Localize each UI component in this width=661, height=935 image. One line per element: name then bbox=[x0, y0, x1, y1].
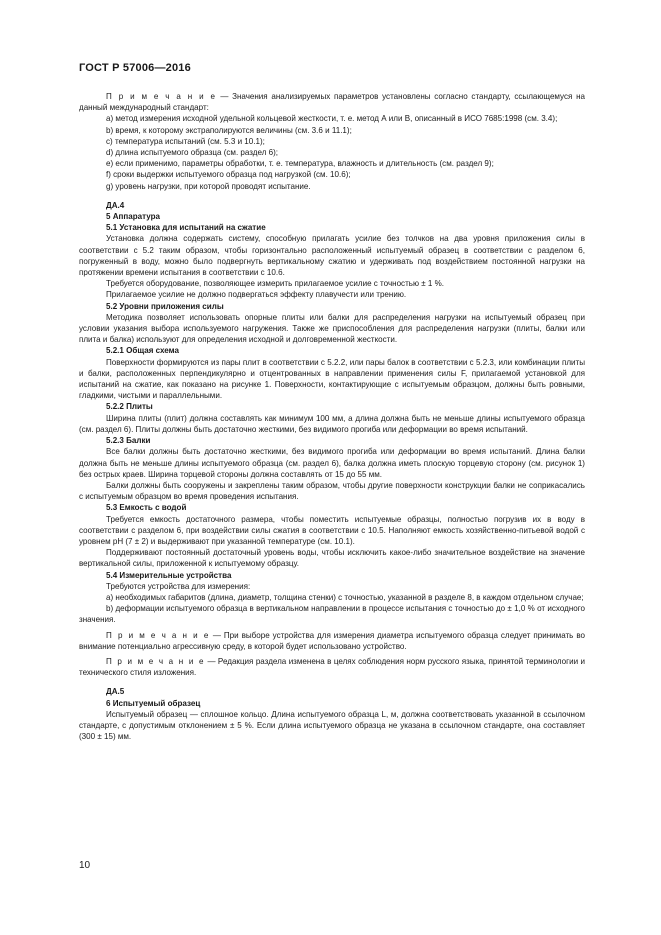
note-item-a: a) метод измерения исходной удельной кольцевой жесткости, т. е. метод А или В, описанный в ИСО 7685:1998 (см. 3.4); bbox=[106, 114, 558, 124]
note-label: П р и м е ч а н и е bbox=[106, 656, 206, 666]
note-1 bbox=[79, 91, 585, 113]
page-content bbox=[79, 91, 585, 742]
section-5-1-para-1: Установка должна содержать систему, способную прилагать усилие без толчков на два уровня приложения силы в соответствии с 5.2 таким образом, чтобы горизонтально расположенный испытуемый образец в соответствии с разделом 6, погруженный в воду, можно было подвергнуть вертикальному сжатию и удерживать под воздействием постоянной нагрузки на протяжении времени испытания в соответствии с 10.6. bbox=[79, 234, 585, 278]
section-5-title: 5 Аппаратура bbox=[106, 212, 161, 222]
note-text: — При выборе устройства для измерения диаметра испытуемого образца следует принимать во внимание потенциально агрессивную среду, в которой будет использовано устройство. bbox=[79, 630, 585, 651]
page-number: 10 bbox=[79, 860, 91, 871]
section-5-2-3-para-1: Все балки должны быть достаточно жесткими, без видимого прогиба или деформации во время испытаний. Длина балки должна быть не меньше длины испытуемого образца (см. раздел 6), балка должна иметь плоскую торцевую сторону (см. рисунок 1) без острых краев. Ширина торцевой стороны должна составлять от 15 до 55 мм. bbox=[79, 447, 585, 479]
section-5-3-para-2: Поддерживают постоянный достаточный уровень воды, чтобы исключить какое-либо значительное воздействие на значение вертикальной силы, приложенной к испытуемому образцу. bbox=[79, 548, 585, 569]
section-5-1-para-2: Требуется оборудование, позволяющее измерить прилагаемое усилие с точностью ± 1 %. bbox=[106, 279, 444, 289]
section-5-1-title: 5.1 Установка для испытаний на сжатие bbox=[106, 223, 266, 233]
note-text: — Редакция раздела изменена в целях соблюдения норм русского языка, принятой терминологии и технического стиля изложения. bbox=[79, 656, 585, 678]
section-5-2-3-para-2: Балки должны быть сооружены и закреплены таким образом, чтобы другие поверхности конструкции балки не соприкасались с испытуемым образцом во время проведения испытания. bbox=[79, 480, 585, 502]
note-item-f: f) сроки выдержки испытуемого образца под нагрузкой (см. 10.6); bbox=[106, 170, 351, 180]
section-5-2-1-para-1: Поверхности формируются из пары плит в соответствии с 5.2.2, или пары балок в соответствии с 5.2.3, или комбинации плиты и балки, расположенных перпендикулярно и отцентрованных в направлении применения силы F, прилагаемой установкой для испытаний на сжатие, как показано на рисунке 1. Поверхности, контактирующие с испытуемым образцом, должны быть ровными, гладкими, чистыми и параллельными. bbox=[79, 357, 585, 401]
note-label: П р и м е ч а н и е bbox=[106, 92, 217, 101]
note-item-e: e) если применимо, параметры обработки, т. е. температура, влажность и длительность (см. раздел 9); bbox=[106, 159, 494, 169]
note-3 bbox=[79, 656, 585, 678]
section-5-4-item-b: b) деформации испытуемого образца в вертикальном направлении в процессе испытания с точностью до ± 1,0 % от исходного значения. bbox=[79, 604, 585, 625]
section-6-title: 6 Испытуемый образец bbox=[106, 698, 201, 708]
note-item-g: g) уровень нагрузки, при которой проводят испытание. bbox=[106, 181, 311, 191]
section-5-3-title: 5.3 Емкость с водой bbox=[106, 503, 187, 513]
annex-da4-id: ДА.4 bbox=[106, 200, 125, 210]
note-label: П р и м е ч а н и е bbox=[106, 630, 210, 640]
note-item-c: c) температура испытаний (см. 5.3 и 10.1); bbox=[106, 136, 265, 146]
note-item-d: d) длина испытуемого образца (см. раздел 6); bbox=[106, 148, 279, 158]
annex-da5-id: ДА.5 bbox=[106, 687, 125, 697]
note-text: — Значения анализируемых параметров установлены согласно стандарту, ссылающемуся на данный международный стандарт: bbox=[79, 92, 585, 113]
section-5-2-title: 5.2 Уровни приложения силы bbox=[106, 301, 224, 311]
document-header: ГОСТ Р 57006—2016 bbox=[79, 62, 191, 74]
section-6-para-1: Испытуемый образец — сплошное кольцо. Длина испытуемого образца L, м, должна соответствовать указанной в ссылочном стандарте, с допустимым отклонением ± 5 %. Если длина испытуемого образца не указана в ссылочном стандарте, она составляет (300 ± 15) мм. bbox=[79, 709, 585, 742]
note-2 bbox=[79, 630, 585, 652]
section-5-1-para-3: Прилагаемое усилие не должно подвергаться эффекту плавучести или трению. bbox=[106, 290, 407, 300]
section-5-2-para-1: Методика позволяет использовать опорные плиты или балки для распределения нагрузки на испытуемый образец при условии указания выбора используемого нагружения. Также же приспособления для распределения нагрузки (плиты, балки или плита и балка) используют для определения исходной и долговременной жесткости. bbox=[79, 312, 585, 345]
section-5-4-title: 5.4 Измерительные устройства bbox=[106, 570, 232, 580]
section-5-4-para-1: Требуются устройства для измерения: bbox=[106, 581, 251, 591]
section-5-4-item-a: a) необходимых габаритов (длина, диаметр, толщина стенки) с точностью, указанной в разделе 8, в каждом отдельном случае; bbox=[106, 592, 584, 602]
section-5-3-para-1: Требуется емкость достаточного размера, чтобы поместить испытуемые образцы, полностью погрузив их в воду в соответствии с разделом 6, при воздействии силы сжатия в соответствии с 10.5. Наполняют емкость хозяйственно-питьевой водой с уровнем pH (7 ± 2) и выдерживают при указанной температуре (см. 10.1). bbox=[79, 514, 585, 546]
section-5-2-3-title: 5.2.3 Балки bbox=[106, 436, 151, 446]
section-5-2-2-title: 5.2.2 Плиты bbox=[106, 402, 153, 412]
note-item-b: b) время, к которому экстраполируются величины (см. 3.6 и 11.1); bbox=[106, 125, 352, 135]
section-5-2-2-para-1: Ширина плиты (плит) должна составлять как минимум 100 мм, а длина должна быть не меньше длины испытуемого образца (см. раздел 6). Плиты должны быть достаточно жесткими, без видимого прогиба или деформации во время испытаний. bbox=[79, 413, 585, 434]
section-5-2-1-title: 5.2.1 Общая схема bbox=[106, 346, 179, 356]
